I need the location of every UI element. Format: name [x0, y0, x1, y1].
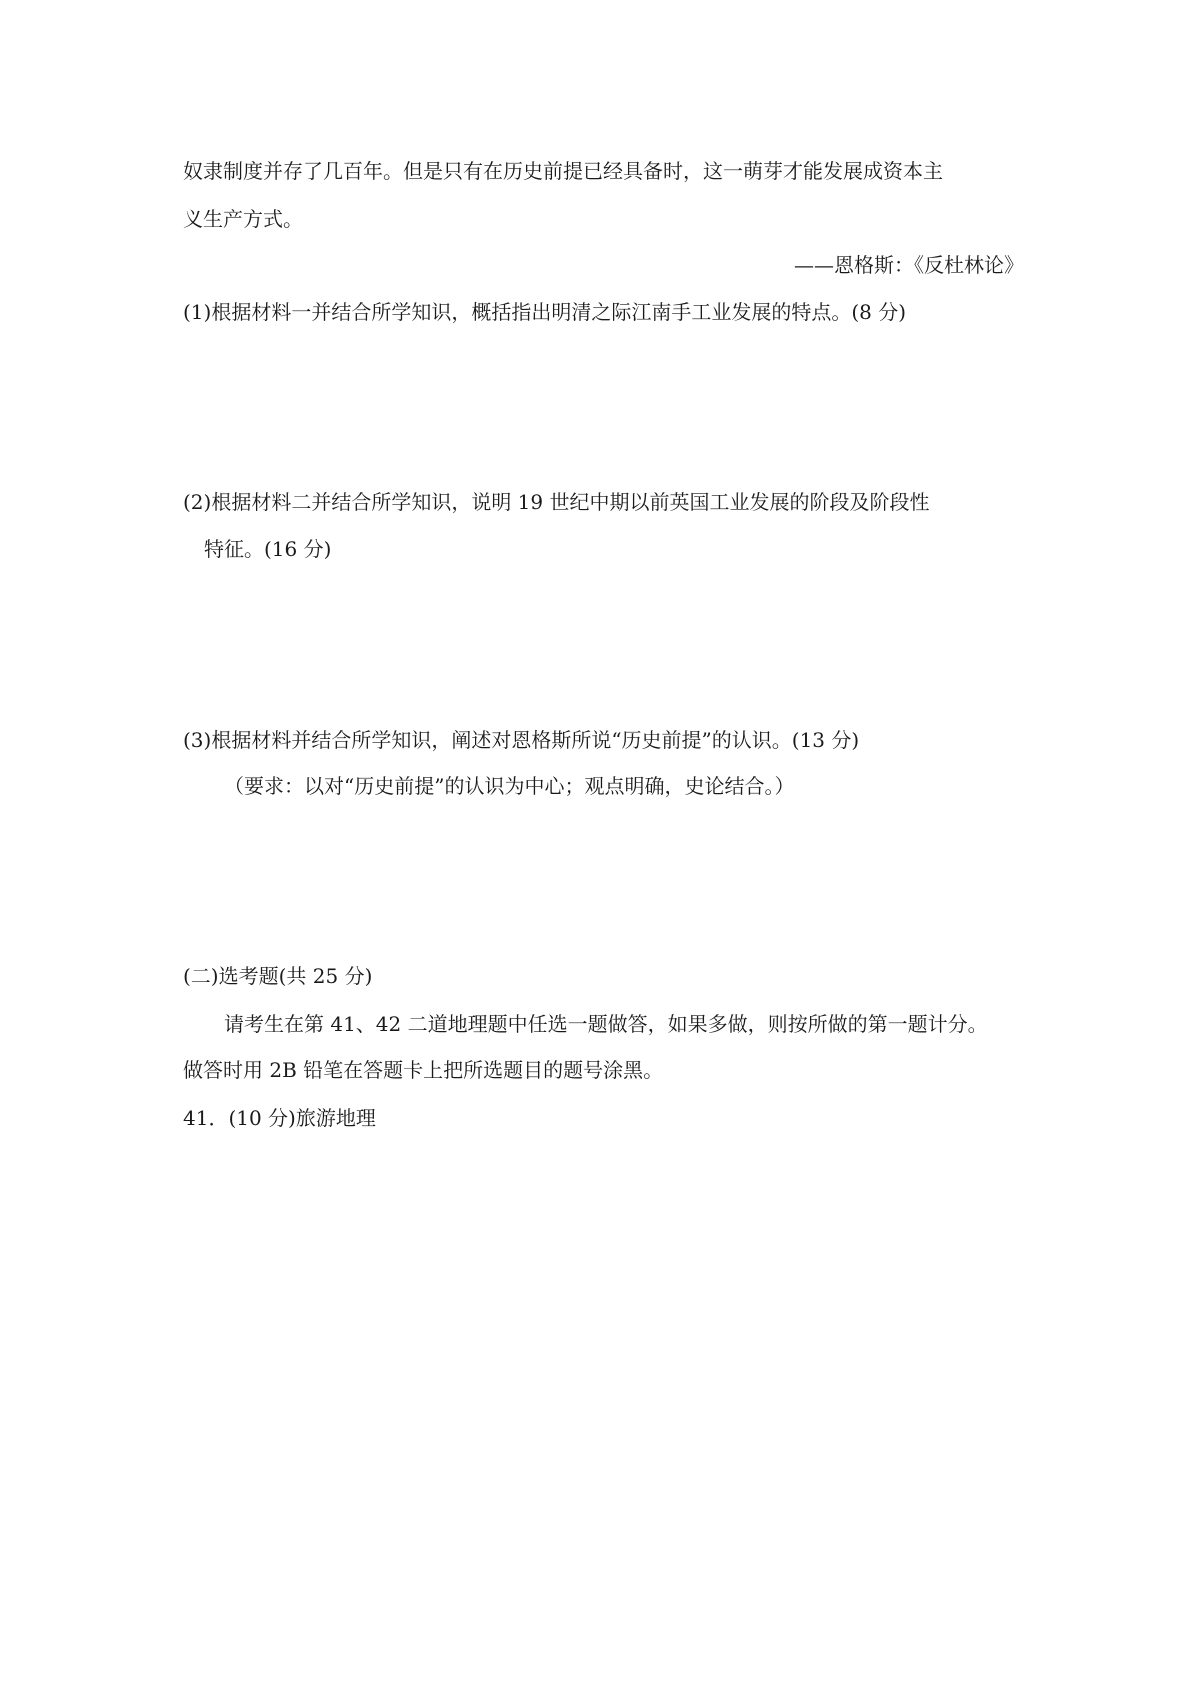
question-3-requirement: （要求：以对“历史前提”的认识为中心；观点明确，史论结合。）: [224, 774, 795, 798]
question-2-line-2: 特征。(16 分): [204, 537, 332, 561]
material-text-line-1: 奴隶制度并存了几百年。但是只有在历史前提已经具备时，这一萌芽才能发展成资本主: [183, 159, 943, 183]
question-41-title: 41．(10 分)旅游地理: [183, 1106, 376, 1130]
material-text-line-2: 义生产方式。: [183, 207, 303, 231]
question-1: (1)根据材料一并结合所学知识，概括指出明清之际江南手工业发展的特点。(8 分): [183, 300, 907, 324]
elective-instruction-line-2: 做答时用 2B 铅笔在答题卡上把所选题目的题号涂黑。: [183, 1058, 664, 1082]
question-3-line-1: (3)根据材料并结合所学知识，阐述对恩格斯所说“历史前提”的认识。(13 分): [183, 728, 860, 752]
elective-instruction-line-1: 请考生在第 41、42 二道地理题中任选一题做答，如果多做，则按所做的第一题计分。: [224, 1012, 988, 1036]
elective-section-heading: (二)选考题(共 25 分): [183, 964, 373, 988]
question-2-line-1: (2)根据材料二并结合所学知识，说明 19 世纪中期以前英国工业发展的阶段及阶段性: [183, 490, 930, 514]
material-attribution: ——恩格斯：《反杜林论》: [794, 253, 1024, 277]
